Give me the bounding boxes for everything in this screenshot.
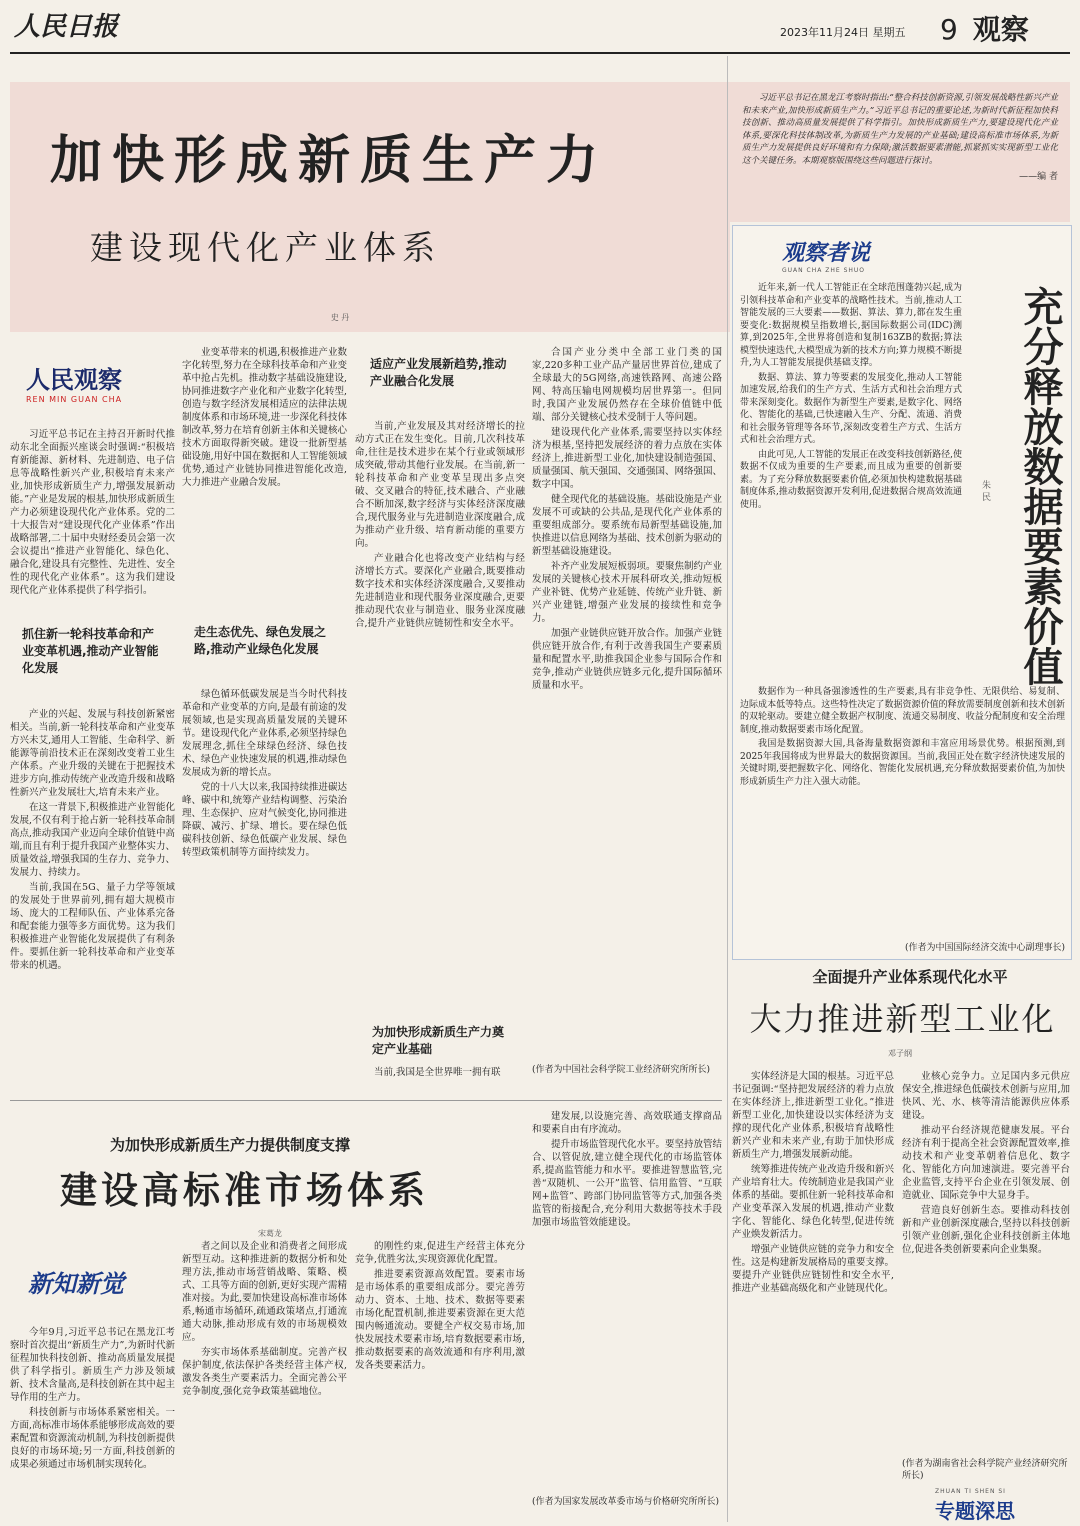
article3-body-bottom: 数据作为一种具备强渗透性的生产要素,具有非竞争性、无限供给、易复制、边际成本低等特点。这些特性决定了数据资源价值的释放需要制度创新和技术创新的双轮驱动。要建立健全数据产权制度、流通交易制度、收益分配制度和安全治理制度,推动数据要素市场化配置。 我国是数据资源大国,具备海量数据资源和丰富应用场景优势。根据预测,到2025年我国将成为世界最大的数据资源国。当前,我国正处在数字经济快速发展的关键时期,要把握数字化、网络化、智能化发展机遇,充分释放数据要素价值,为加快形成新质生产力注入强大动能。 [740,687,1065,787]
article4-title: 大力推进新型工业化 [749,1000,1056,1038]
article4-col2: 业核心竞争力。立足国内多元供应保安全,推进绿色低碳技术创新与应用,加快风、光、水、核等清洁能源供应体系建设。 推动平台经济规范健康发展。平台经济有利于提高全社会资源配置效率,推动技术和产业变革朝着信息化、数字化、智能化方向加速演进。要完善平台企业监管,支持平台企业在引领发展、创造就业、国际竞争中大显身手。 营造良好创新生态。要推动科技创新和产业创新深度融合,坚持以科技创新引领产业创新,强化企业科技创新主体地位,促进各类创新要素向企业集聚。 [902,1071,1070,1255]
xinzhi-xinjue-logo: 新知新觉 [28,1270,124,1298]
logo-label: 人民观察 [26,366,122,394]
article1-col3-body: 当前,产业发展及其对经济增长的拉动方式正在发生变化。目前,几次科技革命,往往是技术进步在某个行业或领域形成突破,带动其他行业发展。在当前,新一轮科技革命和产业变革呈现出多点突破、交叉融合的特征,技术融合、产业融合不断加深,数字经济与实体经济深度融合,现代服务业与先进制造业深度融合,成为推动产业升级、培育新动能的重要方向。 产业融合化也将改变产业结构与经济增长方式。要深化产业融合,既要推动数字技术和实体经济深度融合,又要推动先进制造业和现代服务业深度融合,更要推动现代农业与制造业、服务业深度融合,提升产业链供应链韧性和安全水平。 [355,421,525,629]
article4-col1: 实体经济是大国的根基。习近平总书记强调:“坚持把发展经济的着力点放在实体经济上,推进新型工业化。”推进新型工业化,加快建设以实体经济为支撑的现代化产业体系,积极培育战略性新兴产业和未来产业,有助于加快形成新质生产力,增强发展新动能。 统筹推进传统产业改造升级和新兴产业培育壮大。传统制造业是我国产业体系的基础。要抓住新一轮科技革命和产业变革深入发展的机遇,推动产业数字化、智能化、绿色化转型,促进传统产业焕发新活力。 增强产业链供应链的竞争力和安全性。这是构建新发展格局的重要支撑。要提升产业链供应链韧性和安全水平,推进产业基础高级化和产业链现代化。 [732,1071,894,1294]
article1-col4-body: 合国产业分类中全部工业门类的国家,220多种工业产品产量居世界首位,建成了全球最大的5G网络,高速铁路网、高速公路网、特高压输电网规模均居世界第一。但同时,我国产业发展仍然存在全球价值链中低端、部分关键核心技术受制于人等问题。 建设现代化产业体系,需要坚持以实体经济为根基,坚持把发展经济的着力点放在实体经济上,推进新型工业化,加快建设制造强国、质量强国、航天强国、交通强国、网络强国、数字中国。 健全现代化的基础设施。基础设施是产业发展不可或缺的公共品,是现代化产业体系的重要组成部分。要系统布局新型基础设施,加快推进以信息网络为基础、技术创新为驱动的新型基础设施建设。 补齐产业发展短板弱项。要聚焦制约产业发展的关键核心技术开展科研攻关,推动短板产业补链、优势产业延链、传统产业升链、新兴产业建链,增强产业发展的接续性和竞争力。 加强产业链供应链开放合作。加强产业链供应链开放合作,有利于改善我国生产要素质量和配置水平,助推我国企业参与国际合作和竞争,推动产业链供应链多元化,提升国际循环质量和水平。 [532,347,722,691]
article2-col3: 的刚性约束,促进生产经营主体充分竞争,优胜劣汰,实现资源优化配置。 推进要素资源高效配置。要素市场是市场体系的重要组成部分。要完善劳动力、资本、土地、技术、数据等要素市场化配置机制,推进要素资源在更大范围内畅通流动。要健全产权交易市场,加快发展技术要素市场,培育数据要素市场,推动数据要素的高效流通和有序利用,激发各类要素活力。 [355,1241,525,1371]
page-header [940,8,1070,48]
editor-note-text: 习近平总书记在黑龙江考察时指出:“整合科技创新资源,引领发展战略性新兴产业和未来产业,加快形成新质生产力。”习近平总书记的重要论述,为新时代新征程加快科技创新、推动高质量发展提供了科学指引。加快形成新质生产力,要建设现代化产业体系,要深化科技体制改革,为新质生产力发展的产业基础;建设高标准市场体系,为新质生产力发展提供良好环境和有力保障;激活数据要素潜能,抓紧抓实实现新型工业化这个关键任务。本期观察版围绕这些问题进行探讨。 [742,93,1058,166]
logo-pinyin: GUAN CHA ZHE SHUO [782,267,866,274]
editor-sign: ——编 者 [1019,172,1058,182]
article1-subhead-3: 适应产业发展新趋势,推动产业融合化发展 [370,357,507,388]
main-title: 加快形成新质生产力 [50,131,609,191]
article1-col1-intro: 习近平总书记在主持召开新时代推动东北全面振兴座谈会时强调:“积极培育新能源、新材料、先进制造、电子信息等战略性新兴产业,积极培育未来产业,加快形成新质生产力,增强发展新动能。”产业是发展的根基,加快形成新质生产力必须建设现代化产业体系。党的二十大报告对“建设现代化产业体系”作出战略部署,二十届中央财经委员会第一次会议提出“推进产业智能化、绿色化、融合化,建设具有完整性、先进性、安全性的现代化产业体系”。这为我们建设现代化产业体系提供了科学指引。 [10,429,175,596]
article3-body-top: 近年来,新一代人工智能正在全球范围蓬勃兴起,成为引领科技革命和产业变革的战略性技术。当前,推动人工智能发展的三大要素——数据、算法、算力,都在发生重要变化:数据规模呈指数增长,据国际数据公司(IDC)测算,到2025年,全世界将创造和复制163ZB的数据;算法模型快速迭代,大模型成为新的技术方向;算力规模不断提升,为人工智能发展提供基础支撑。 数据、算法、算力等要素的发展变化,推动人工智能加速发展,给我们的生产方式、生活方式和社会治理方式带来深刻变化。数据作为新型生产要素,是数字化、网络化、智能化的基础,已快速融入生产、分配、流通、消费和社会服务管理等各环节,深刻改变着生产方式、生活方式和社会治理方式。 由此可见,人工智能的发展正在改变科技创新路径,使数据不仅成为重要的生产要素,而且成为重要的创新要素。为了充分释放数据要素价值,必须加快构建数据基础制度体系,推动数据资源开发利用,促进数据合规高效流通使用。 [740,283,962,510]
renmin-guancha-logo [26,360,176,415]
article2-divider [10,1100,722,1101]
article1-subhead-2: 走生态优先、绿色发展之路,推动产业绿色化发展 [194,625,327,656]
column-divider [727,56,728,1522]
logo-pinyin: REN MIN GUAN CHA [26,395,123,404]
page-number: 9 [940,13,958,46]
newspaper-logo [14,6,214,48]
article4-signature: (作者为湖南省社会科学院产业经济研究所所长) [902,1459,1068,1481]
article2-author: 宋葛龙 [258,1229,282,1238]
article1-col1-body: 产业的兴起、发展与科技创新紧密相关。当前,新一轮科技革命和产业变革方兴未艾,通用人工智能、生命科学、新能源等前沿技术正在深刻改变着工业生产体系。产业升级的关键在于把握技术进步方向,推动传统产业改造升级和战略性新兴产业发展壮大,培育未来产业。 在这一背景下,积极推进产业智能化发展,不仅有利于抢占新一轮科技革命制高点,推动我国产业迈向全球价值链中高端,而且有利于提升我国产业整体实力、质量效益,增强我国的生存力、竞争力、发展力、持续力。 当前,我国在5G、量子力学等领域的发展处于世界前列,拥有超大规模市场、庞大的工程师队伍、产业体系完备和配套能力强等多方面优势。这为我们积极推进产业智能化发展提供了有利条件。要抓住新一轮科技革命和产业变革带来的机遇。 [10,709,175,971]
article1-title: 建设现代化产业体系 [90,228,441,267]
article2-col1: 今年9月,习近平总书记在黑龙江考察时首次提出“新质生产力”,为新时代新征程加快科技创新、推动高质量发展提供了科学指引。新质生产力涉及领域新、技术含量高,是科技创新在其中起主导作用的生产力。 科技创新与市场体系紧密相关。一方面,高标准市场体系能够形成高效的要素配置和资源流动机制,为科技创新提供良好的市场环境;另一方面,科技创新的成果必须通过市场机制实现转化。 [10,1327,175,1470]
article1-col2-body: 绿色循环低碳发展是当今时代科技革命和产业变革的方向,是最有前途的发展领域,也是实现高质量发展的关键环节。建设现代化产业体系,必须坚持绿色发展理念,抓住全球绿色经济、绿色技术、绿色产业快速发展的机遇,推动绿色发展成为新的增长点。 党的十八大以来,我国持续推进碳达峰、碳中和,统筹产业结构调整、污染治理、生态保护、应对气候变化,协同推进降碳、减污、扩绿、增长。要在绿色低碳科技创新、绿色低碳产业发展、绿色转型政策机制等方面持续发力。 [182,689,347,858]
article2-col4: 建发展,以设施完善、高效联通支撑商品和要素自由有序流动。 提升市场监管现代化水平。要坚持放管结合、以管促放,建立健全现代化的市场监管体系,提高监管能力和水平。要推进智慧监管,完善“双随机、一公开”监管、信用监管、“互联网+监管”、跨部门协同监管等方式,加强各类监管的衔接配合,充分利用大数据等技术手段加强市场监管效能建设。 [532,1111,722,1228]
article1-subhead-1: 抓住新一轮科技革命和产业变革机遇,推动产业智能化发展 [22,627,159,675]
article4-kicker: 全面提升产业体系现代化水平 [812,968,1008,986]
article1-subhead-4: 为加快形成新质生产力奠定产业基础 [372,1025,505,1056]
footer-pinyin: ZHUAN TI SHEN SI [935,1488,1006,1495]
logo-label: 观察者说 [782,241,871,266]
footer-label: 专题深思 [935,1499,1015,1523]
section-name: 观察 [972,13,1029,46]
article3-title: 充分释放数据要素价值 [1017,286,1063,686]
article2-title: 建设高标准市场体系 [60,1168,429,1212]
article1-col3-tail: 当前,我国是全世界唯一拥有联 [374,1067,501,1078]
zhuanti-shensi-logo [935,1488,1070,1522]
header-rule [10,52,1070,54]
article2-signature: (作者为国家发展改革委市场与价格研究所所长) [532,1497,720,1507]
issue-date: 2023年11月24日 星期五 [780,26,906,39]
article4-author: 邓子纲 [888,1049,912,1058]
article1-signature: (作者为中国社会科学院工业经济研究所所长) [532,1065,711,1075]
guanchazhe-logo [782,236,912,276]
article3-signature: (作者为中国国际经济交流中心副理事长) [904,943,1065,953]
logo-text: 人民日报 [14,12,119,42]
article3-author: 朱 民 [980,480,990,501]
article1-col2-top: 业变革带来的机遇,积极推进产业数字化转型,努力在全球科技革命和产业变革中抢占先机。推动数字基础设施建设,协同推进数字产业化和产业数字化转型,创造与数字经济发展相适应的法律法规制度体系和市场环境,进一步深化科技体制改革,努力在培育创新主体和关键核心技术方面取得新突破。建设一批新型基础设施,用好中国在数据和人工智能领域优势,通过产业链协同推进智能化改造,大力推进产业融合发展。 [182,347,347,488]
article2-kicker: 为加快形成新质生产力提供制度支撑 [110,1136,351,1154]
article1-author: 史 丹 [330,313,350,322]
article2-col2: 者之间以及企业和消费者之间形成新型互动。这种推进新的数据分析和处理方法,推动市场营销战略、策略、模式、工具等方面的创新,更好实现产需精准对接。为此,要加快建设高标准市场体系,畅通市场循环,疏通政策堵点,打通流通大动脉,推动形成有效的市场规模效应。 夯实市场体系基础制度。完善产权保护制度,依法保护各类经营主体产权,激发各类生产要素活力。全面完善公平竞争制度,强化竞争政策基础地位。 [182,1241,347,1397]
editor-note [730,82,1070,222]
